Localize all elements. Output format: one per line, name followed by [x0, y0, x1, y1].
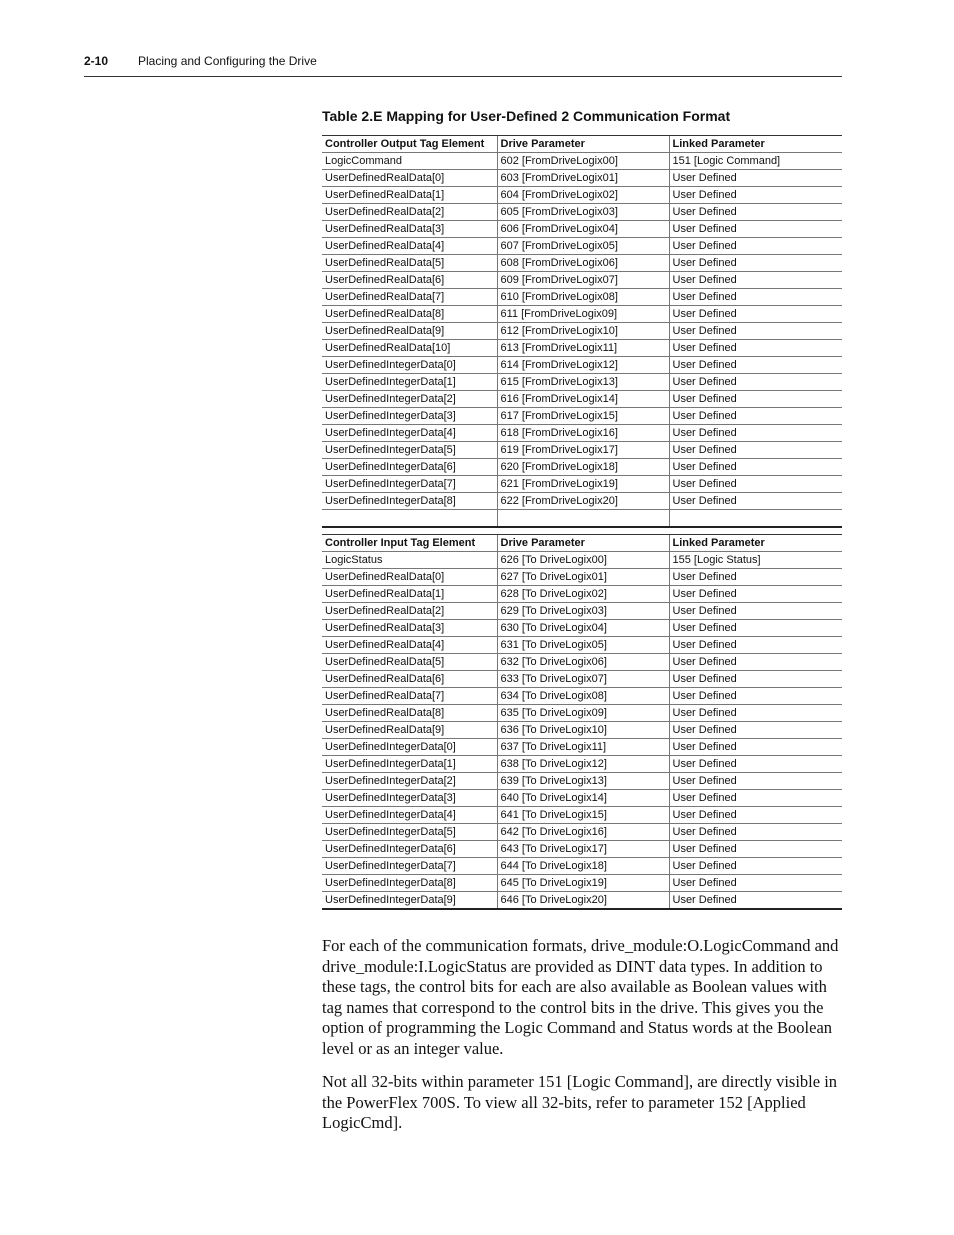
table-cell: User Defined: [669, 221, 842, 238]
table-row: [322, 654, 842, 671]
body-paragraph: Not all 32-bits within parameter 151 [Logic Command], are directly visible in the PowerFlex 700S. To view all 32-bits, refer to parameter 152 [Applied LogicCmd].: [322, 1072, 838, 1132]
table-row: [322, 688, 842, 705]
table-row: [322, 773, 842, 790]
table-cell: 619 [FromDriveLogix17]: [497, 442, 669, 459]
table-row: [322, 357, 842, 374]
table-cell: UserDefinedRealData[7]: [322, 289, 497, 306]
table-cell: User Defined: [669, 340, 842, 357]
table-row: [322, 442, 842, 459]
table-cell: 610 [FromDriveLogix08]: [497, 289, 669, 306]
table-cell: User Defined: [669, 705, 842, 722]
table-cell: User Defined: [669, 442, 842, 459]
table-cell: UserDefinedRealData[6]: [322, 272, 497, 289]
column-header: Drive Parameter: [497, 136, 669, 153]
table-cell: UserDefinedRealData[4]: [322, 637, 497, 654]
table-cell: 614 [FromDriveLogix12]: [497, 357, 669, 374]
table-cell: UserDefinedRealData[0]: [322, 569, 497, 586]
table-cell: UserDefinedRealData[4]: [322, 238, 497, 255]
table-row: [322, 722, 842, 739]
table-row: [322, 187, 842, 204]
column-header: Controller Input Tag Element: [322, 535, 497, 552]
table-cell: 608 [FromDriveLogix06]: [497, 255, 669, 272]
table-row: [322, 705, 842, 722]
table-cell: 606 [FromDriveLogix04]: [497, 221, 669, 238]
table-row: [322, 340, 842, 357]
table-cell: 609 [FromDriveLogix07]: [497, 272, 669, 289]
table-row: [322, 153, 842, 170]
table-cell: UserDefinedIntegerData[7]: [322, 476, 497, 493]
column-header: Drive Parameter: [497, 535, 669, 552]
table-row: [322, 306, 842, 323]
table-cell: UserDefinedRealData[5]: [322, 654, 497, 671]
table-row: [322, 841, 842, 858]
table-cell: UserDefinedIntegerData[3]: [322, 408, 497, 425]
table-cell: UserDefinedIntegerData[1]: [322, 756, 497, 773]
table-row: [322, 170, 842, 187]
table-cell: 633 [To DriveLogix07]: [497, 671, 669, 688]
table-cell: User Defined: [669, 620, 842, 637]
table-cell: UserDefinedRealData[2]: [322, 603, 497, 620]
table-row: [322, 824, 842, 841]
table-row: [322, 807, 842, 824]
table-cell: 617 [FromDriveLogix15]: [497, 408, 669, 425]
table-cell: 634 [To DriveLogix08]: [497, 688, 669, 705]
table-cell: 635 [To DriveLogix09]: [497, 705, 669, 722]
table-cell: User Defined: [669, 323, 842, 340]
table-header-row: [322, 136, 842, 153]
table-cell: User Defined: [669, 790, 842, 807]
table-cell: UserDefinedIntegerData[2]: [322, 391, 497, 408]
table-cell: User Defined: [669, 892, 842, 910]
table-cell: UserDefinedIntegerData[7]: [322, 858, 497, 875]
table-cell: 604 [FromDriveLogix02]: [497, 187, 669, 204]
table-cell: UserDefinedIntegerData[6]: [322, 459, 497, 476]
table-row: [322, 637, 842, 654]
table-header-row: [322, 535, 842, 552]
table-cell: 627 [To DriveLogix01]: [497, 569, 669, 586]
table-row: [322, 510, 842, 528]
table-cell: User Defined: [669, 671, 842, 688]
table-cell: User Defined: [669, 739, 842, 756]
table-row: [322, 739, 842, 756]
table-cell: UserDefinedIntegerData[4]: [322, 425, 497, 442]
table-cell: 640 [To DriveLogix14]: [497, 790, 669, 807]
table-row: [322, 238, 842, 255]
section-title: Placing and Configuring the Drive: [138, 54, 317, 68]
table-cell: 641 [To DriveLogix15]: [497, 807, 669, 824]
table-cell: User Defined: [669, 773, 842, 790]
table-cell: User Defined: [669, 289, 842, 306]
table-cell: UserDefinedIntegerData[0]: [322, 357, 497, 374]
table-cell: User Defined: [669, 476, 842, 493]
table-cell: 155 [Logic Status]: [669, 552, 842, 569]
table-cell: 643 [To DriveLogix17]: [497, 841, 669, 858]
table-cell: User Defined: [669, 807, 842, 824]
table-cell: User Defined: [669, 756, 842, 773]
page-header: [84, 52, 842, 77]
table-cell: User Defined: [669, 408, 842, 425]
column-header: Controller Output Tag Element: [322, 136, 497, 153]
table-cell: 621 [FromDriveLogix19]: [497, 476, 669, 493]
table-cell: UserDefinedRealData[2]: [322, 204, 497, 221]
table-row: [322, 374, 842, 391]
table-cell: UserDefinedRealData[10]: [322, 340, 497, 357]
table-row: [322, 603, 842, 620]
body-paragraph: For each of the communication formats, drive_module:O.LogicCommand and drive_module:I.LogicStatus are provided as DINT data types. In addition to these tags, the control bits for each are also available as Boolean values with tag names that correspond to the control bits in the drive. This gives you the option of programming the Logic Command and Status words at the Boolean level or as an integer value.: [322, 936, 839, 1058]
output-mapping-table: [322, 135, 842, 528]
table-cell: 607 [FromDriveLogix05]: [497, 238, 669, 255]
table-row: [322, 289, 842, 306]
table-cell: UserDefinedRealData[3]: [322, 221, 497, 238]
table-cell: User Defined: [669, 858, 842, 875]
table-cell: UserDefinedIntegerData[8]: [322, 875, 497, 892]
table-row: [322, 459, 842, 476]
table-cell: 615 [FromDriveLogix13]: [497, 374, 669, 391]
table-cell: User Defined: [669, 569, 842, 586]
table-cell: UserDefinedRealData[9]: [322, 722, 497, 739]
table-row: [322, 476, 842, 493]
table-cell: 637 [To DriveLogix11]: [497, 739, 669, 756]
table-cell: User Defined: [669, 187, 842, 204]
table-cell: User Defined: [669, 459, 842, 476]
table-cell: UserDefinedIntegerData[5]: [322, 824, 497, 841]
table-cell: User Defined: [669, 306, 842, 323]
column-header: Linked Parameter: [669, 535, 842, 552]
input-mapping-table: [322, 534, 842, 910]
table-row: [322, 892, 842, 910]
table-row: [322, 586, 842, 603]
table-cell: User Defined: [669, 357, 842, 374]
table-cell: 630 [To DriveLogix04]: [497, 620, 669, 637]
table-cell: User Defined: [669, 204, 842, 221]
table-cell: UserDefinedIntegerData[5]: [322, 442, 497, 459]
table-cell: UserDefinedRealData[5]: [322, 255, 497, 272]
table-cell: User Defined: [669, 272, 842, 289]
table-cell: 603 [FromDriveLogix01]: [497, 170, 669, 187]
table-cell: 639 [To DriveLogix13]: [497, 773, 669, 790]
table-cell: UserDefinedRealData[8]: [322, 306, 497, 323]
page-number: 2-10: [84, 54, 109, 68]
table-cell: User Defined: [669, 586, 842, 603]
table-row: [322, 620, 842, 637]
table-cell: 618 [FromDriveLogix16]: [497, 425, 669, 442]
table-cell: 631 [To DriveLogix05]: [497, 637, 669, 654]
table-row: [322, 569, 842, 586]
table-row: [322, 272, 842, 289]
table-cell: 632 [To DriveLogix06]: [497, 654, 669, 671]
table-row: [322, 493, 842, 510]
table-cell: 642 [To DriveLogix16]: [497, 824, 669, 841]
table-cell: UserDefinedRealData[6]: [322, 671, 497, 688]
table-cell: UserDefinedIntegerData[0]: [322, 739, 497, 756]
table-caption: Table 2.E Mapping for User-Defined 2 Communication Format: [322, 108, 731, 124]
table-cell: 605 [FromDriveLogix03]: [497, 204, 669, 221]
table-cell: 151 [Logic Command]: [669, 153, 842, 170]
table-cell: UserDefinedIntegerData[2]: [322, 773, 497, 790]
table-cell: UserDefinedRealData[3]: [322, 620, 497, 637]
table-row: [322, 552, 842, 569]
table-cell: User Defined: [669, 374, 842, 391]
table-cell: LogicCommand: [322, 153, 497, 170]
table-cell: UserDefinedIntegerData[1]: [322, 374, 497, 391]
table-cell: UserDefinedIntegerData[9]: [322, 892, 497, 910]
table-row: [322, 391, 842, 408]
table-cell: User Defined: [669, 875, 842, 892]
table-cell: 613 [FromDriveLogix11]: [497, 340, 669, 357]
table-row: [322, 756, 842, 773]
table-cell: [669, 510, 842, 528]
table-cell: User Defined: [669, 603, 842, 620]
table-cell: [497, 510, 669, 528]
table-cell: User Defined: [669, 391, 842, 408]
table-cell: UserDefinedRealData[9]: [322, 323, 497, 340]
table-cell: User Defined: [669, 722, 842, 739]
table-cell: User Defined: [669, 170, 842, 187]
table-cell: 612 [FromDriveLogix10]: [497, 323, 669, 340]
table-row: [322, 204, 842, 221]
table-cell: User Defined: [669, 824, 842, 841]
table-cell: User Defined: [669, 238, 842, 255]
table-cell: User Defined: [669, 654, 842, 671]
table-row: [322, 408, 842, 425]
table-cell: UserDefinedIntegerData[4]: [322, 807, 497, 824]
table-cell: 636 [To DriveLogix10]: [497, 722, 669, 739]
table-row: [322, 875, 842, 892]
table-cell: User Defined: [669, 637, 842, 654]
table-cell: User Defined: [669, 255, 842, 272]
table-row: [322, 255, 842, 272]
table-cell: UserDefinedRealData[7]: [322, 688, 497, 705]
table-cell: UserDefinedIntegerData[3]: [322, 790, 497, 807]
table-cell: LogicStatus: [322, 552, 497, 569]
table-cell: 622 [FromDriveLogix20]: [497, 493, 669, 510]
table-row: [322, 323, 842, 340]
table-cell: [322, 510, 497, 528]
table-cell: 616 [FromDriveLogix14]: [497, 391, 669, 408]
table-cell: UserDefinedRealData[1]: [322, 187, 497, 204]
table-cell: UserDefinedIntegerData[8]: [322, 493, 497, 510]
table-cell: 645 [To DriveLogix19]: [497, 875, 669, 892]
table-cell: UserDefinedRealData[8]: [322, 705, 497, 722]
column-header: Linked Parameter: [669, 136, 842, 153]
table-row: [322, 671, 842, 688]
table-cell: UserDefinedRealData[1]: [322, 586, 497, 603]
table-cell: User Defined: [669, 425, 842, 442]
table-cell: 638 [To DriveLogix12]: [497, 756, 669, 773]
table-cell: 620 [FromDriveLogix18]: [497, 459, 669, 476]
table-cell: UserDefinedRealData[0]: [322, 170, 497, 187]
table-cell: 644 [To DriveLogix18]: [497, 858, 669, 875]
table-cell: 646 [To DriveLogix20]: [497, 892, 669, 910]
table-cell: 611 [FromDriveLogix09]: [497, 306, 669, 323]
table-row: [322, 425, 842, 442]
table-cell: 629 [To DriveLogix03]: [497, 603, 669, 620]
table-cell: UserDefinedIntegerData[6]: [322, 841, 497, 858]
table-row: [322, 221, 842, 238]
table-row: [322, 858, 842, 875]
table-row: [322, 790, 842, 807]
table-cell: User Defined: [669, 841, 842, 858]
table-cell: 626 [To DriveLogix00]: [497, 552, 669, 569]
table-cell: User Defined: [669, 493, 842, 510]
table-cell: 628 [To DriveLogix02]: [497, 586, 669, 603]
table-cell: User Defined: [669, 688, 842, 705]
table-cell: 602 [FromDriveLogix00]: [497, 153, 669, 170]
